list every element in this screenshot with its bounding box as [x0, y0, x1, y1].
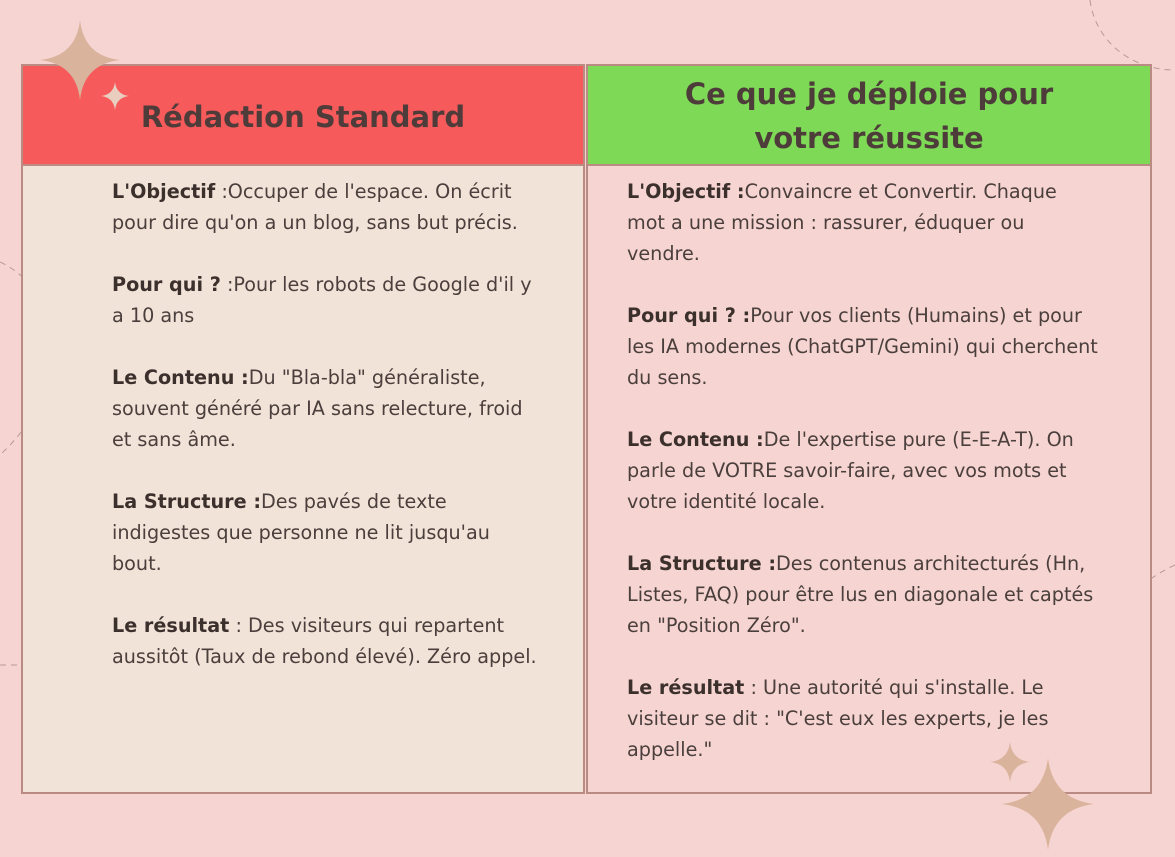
item-text: : Une autorité qui s'installe. Le visiteur se dit : "C'est eux les experts, je les appelle." — [627, 676, 1049, 761]
item-text: Pour vos clients (Humains) et pour les IA modernes (ChatGPT/Gemini) qui cherchent du sens. — [627, 304, 1098, 389]
list-item — [627, 424, 1100, 517]
item-label: Pour qui ? : — [627, 304, 751, 327]
item-label: Le résultat — [627, 676, 745, 699]
item-text: Du "Bla-bla" généraliste, souvent généré par IA sans relecture, froid et sans âme. — [112, 366, 523, 451]
standard-writing-panel — [21, 64, 585, 794]
item-text: De l'expertise pure (E-E-A-T). On parle de VOTRE savoir-faire, avec vos mots et votre identité locale. — [627, 428, 1074, 513]
item-label: La Structure : — [112, 490, 262, 513]
title-line-2: votre réussite — [754, 121, 984, 155]
item-label: La Structure : — [627, 552, 777, 575]
item-text: Des pavés de texte indigestes que personne ne lit jusqu'au bout. — [112, 490, 490, 575]
item-label: L'Objectif : — [627, 180, 745, 203]
item-label: Le résultat — [112, 614, 230, 637]
item-text: : Des visiteurs qui repartent aussitôt (Taux de rebond élevé). Zéro appel. — [112, 614, 537, 668]
item-text: Des contenus architecturés (Hn, Listes, FAQ) pour être lus en diagonale et captés en "Position Zéro". — [627, 552, 1094, 637]
item-label: L'Objectif — [112, 180, 216, 203]
standard-writing-title: Rédaction Standard — [140, 100, 466, 134]
list-item — [112, 610, 537, 672]
item-text: :Pour les robots de Google d'il y a 10 ans — [112, 273, 532, 327]
sparkle-icon — [1000, 756, 1096, 852]
my-approach-list — [588, 166, 1150, 765]
list-item — [112, 362, 537, 455]
sparkle-icon — [100, 81, 130, 111]
list-item — [112, 269, 537, 331]
list-item — [112, 486, 537, 579]
item-label: Le Contenu : — [627, 428, 764, 451]
my-approach-title — [685, 72, 1053, 160]
list-item — [627, 176, 1100, 269]
item-label: Pour qui ? — [112, 273, 221, 296]
my-approach-panel — [586, 64, 1152, 794]
item-text: Convaincre et Convertir. Chaque mot a une mission : rassurer, éduquer ou vendre. — [627, 180, 1057, 265]
list-item — [627, 548, 1100, 641]
title-line-1: Ce que je déploie pour — [684, 77, 1054, 111]
item-label: Le Contenu : — [112, 366, 249, 389]
my-approach-header — [588, 66, 1150, 166]
item-text: :Occuper de l'espace. On écrit pour dire qu'on a un blog, sans but précis. — [112, 180, 518, 234]
list-item — [627, 300, 1100, 393]
list-item — [112, 176, 537, 238]
standard-writing-list — [23, 166, 583, 672]
